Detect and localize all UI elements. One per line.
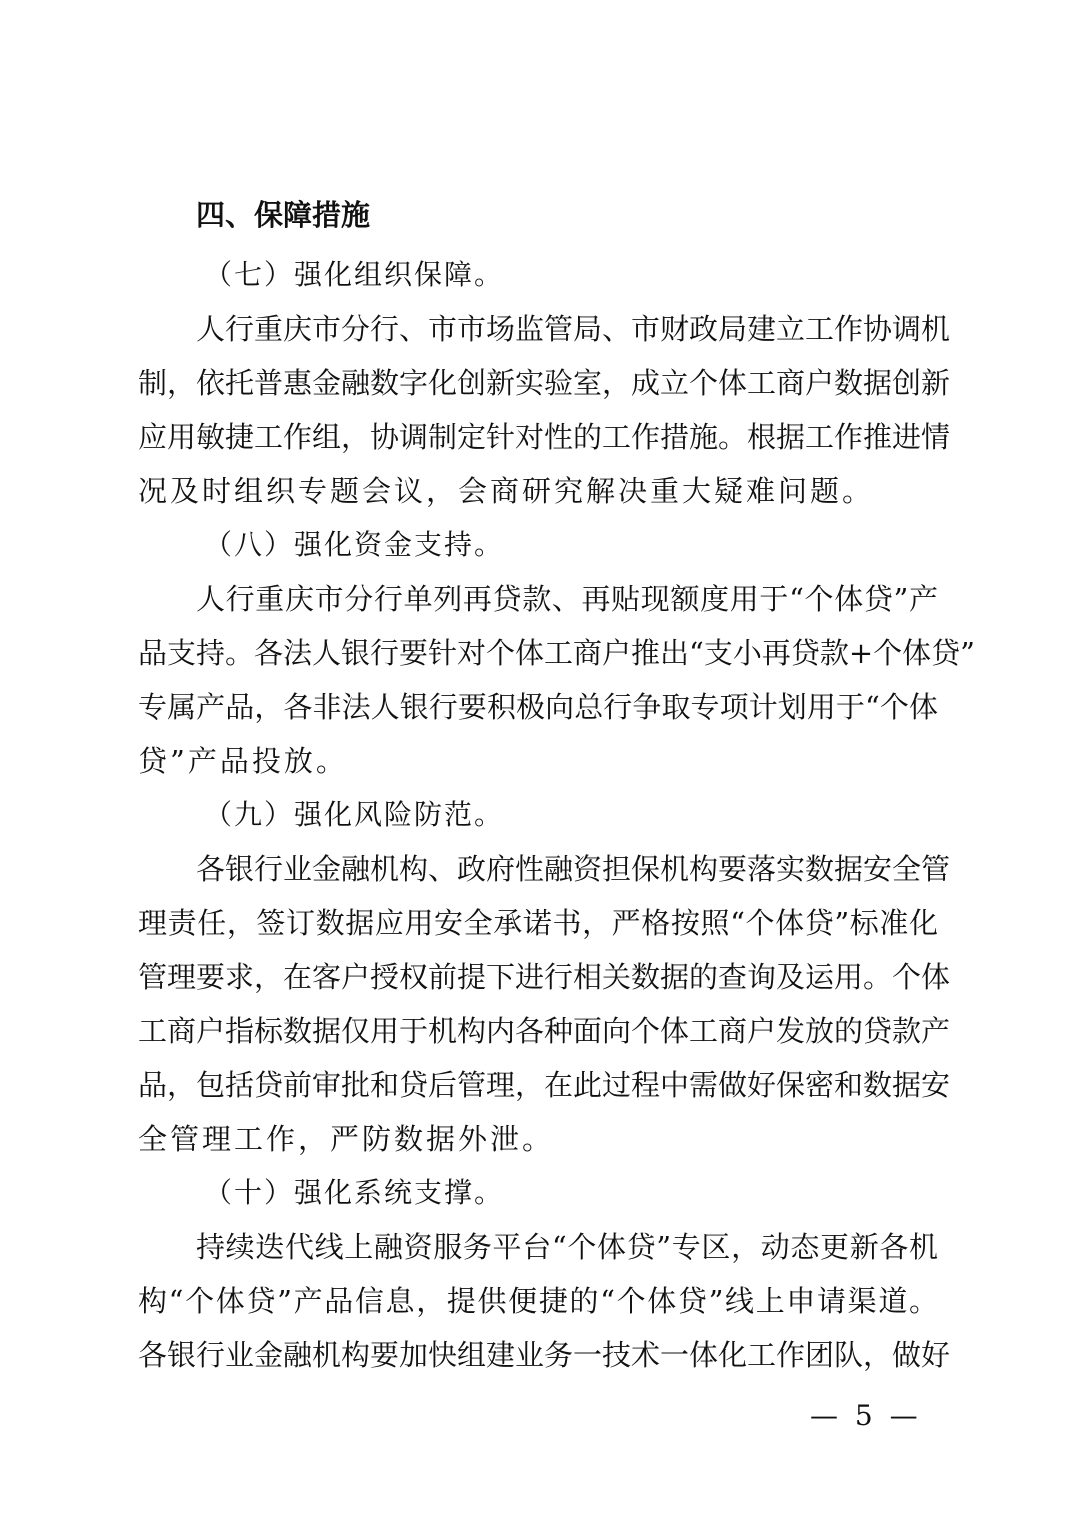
paragraph <box>138 842 951 1166</box>
paragraph-line: 品支持。各法人银行要针对个体工商户推出“支小再贷款+个体贷” <box>138 636 975 670</box>
paragraph-line: 全管理工作，严防数据外泄。 <box>138 1122 555 1156</box>
paragraph-line: 专属产品，各非法人银行要积极向总行争取专项计划用于“个体 <box>138 690 938 724</box>
paragraph-line: 理责任，签订数据应用安全承诺书，严格按照“个体贷”标准化 <box>138 906 938 940</box>
paragraph-line: 况及时组织专题会议，会商研究解决重大疑难问题。 <box>138 474 875 508</box>
paragraph-line: 应用敏捷工作组，协调制定针对性的工作措施。根据工作推进情 <box>138 420 951 454</box>
subsection-title: （八）强化资金支持。 <box>204 528 505 561</box>
paragraph-line: 构“个体贷”产品信息，提供便捷的“个体贷”线上申请渠道。 <box>138 1284 938 1318</box>
paragraph-line: 贷”产品投放。 <box>138 744 348 778</box>
paragraph-line: 制，依托普惠金融数字化创新实验室，成立个体工商户数据创新 <box>138 366 951 400</box>
document-body <box>138 194 975 1382</box>
subsection-title: （七）强化组织保障。 <box>204 258 505 291</box>
paragraph <box>138 302 951 518</box>
paragraph-line: 管理要求，在客户授权前提下进行相关数据的查询及运用。个体 <box>138 960 951 994</box>
page-number: — 5 — <box>810 1399 922 1432</box>
subsection-title: （十）强化系统支撑。 <box>204 1176 505 1209</box>
paragraph <box>138 572 975 788</box>
paragraph-line: 各银行业金融机构、政府性融资担保机构要落实数据安全管 <box>196 852 951 886</box>
paragraph-line: 品，包括贷前审批和贷后管理，在此过程中需做好保密和数据安 <box>138 1068 951 1102</box>
paragraph-line: 人行重庆市分行单列再贷款、再贴现额度用于“个体贷”产 <box>196 582 938 616</box>
paragraph <box>138 1220 951 1382</box>
subsection-title: （九）强化风险防范。 <box>204 798 505 831</box>
section-heading: 四、保障措施 <box>196 198 371 232</box>
paragraph-line: 工商户指标数据仅用于机构内各种面向个体工商户发放的贷款产 <box>138 1014 951 1048</box>
paragraph-line: 人行重庆市分行、市市场监管局、市财政局建立工作协调机 <box>196 312 951 346</box>
paragraph-line: 各银行业金融机构要加快组建业务一技术一体化工作团队，做好 <box>138 1338 951 1372</box>
paragraph-line: 持续迭代线上融资服务平台“个体贷”专区，动态更新各机 <box>196 1230 938 1264</box>
